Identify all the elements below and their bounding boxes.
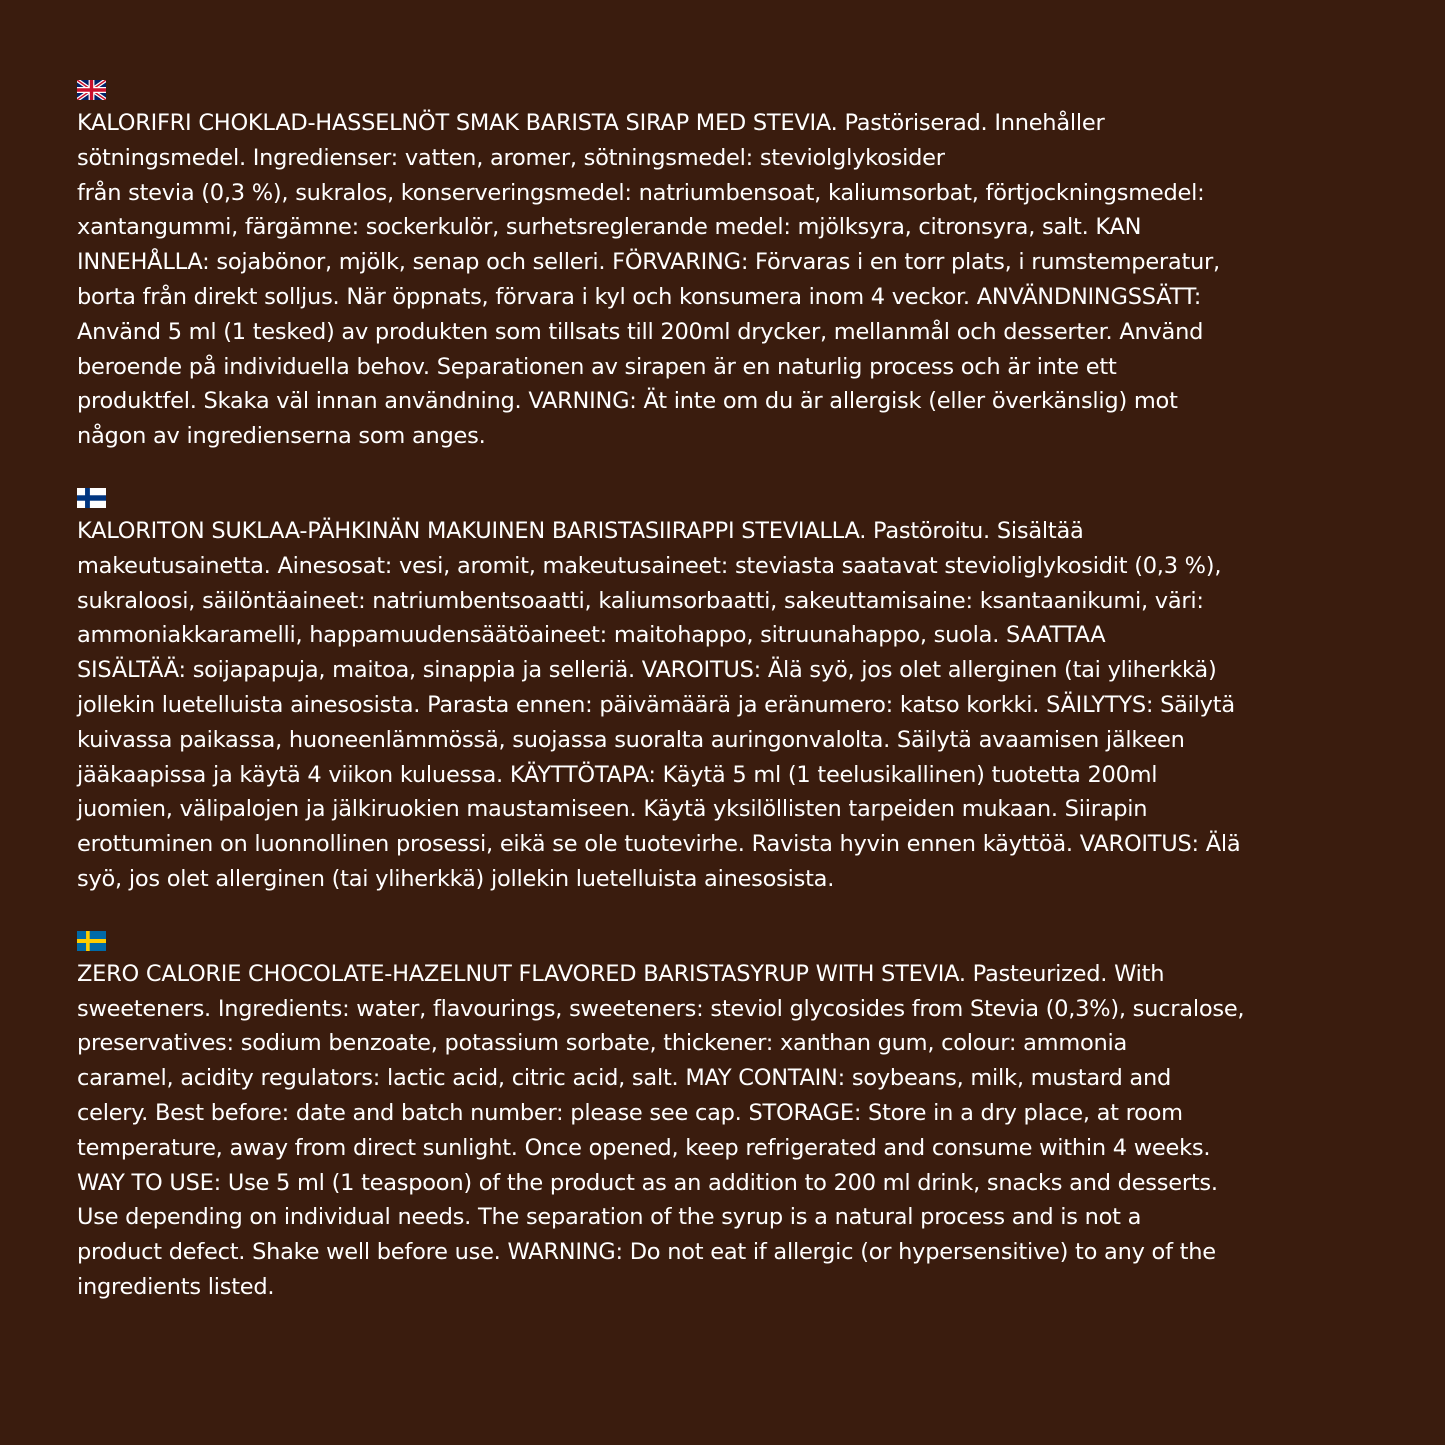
sweden-flag-icon	[77, 931, 106, 951]
swedish-label-text: KALORIFRI CHOKLAD-HASSELNÖT SMAK BARISTA SIRAP MED STEVIA. Pastöriserad. Innehåller sötningsmedel. Ingredienser: vatten, aromer, sötningsmedel: steviolglykosider från stevia (0,3 %), sukralos, konserveringsmedel: natriumbensoat, kaliumsorbat, förtjockningsmedel: xantangummi, färgämne: sockerkulör, surhetsreglerande medel: mjölksyra, citronsyra, salt. KAN INNEHÅLLA: sojabönor, mjölk, senap och selleri. FÖRVARING: Förvaras i en torr plats, i rumstemperatur, borta från direkt solljus. När öppnats, förvara i kyl och konsumera inom 4 veckor. ANVÄNDNINGSSÄTT: Använd 5 ml (1 tesked) av produkten som tillsats till 200ml drycker, mellanmål och desserter. Använd beroende på individuella behov. Separationen av sirapen är en naturlig process och är inte ett produktfel. Skaka väl innan användning. VARNING: Ät inte om du är allergisk (eller överkänslig) mot någon av ingredienserna som anges.	[77, 110, 1220, 450]
label-content	[77, 80, 1377, 1305]
section-english	[77, 931, 1377, 1305]
united-kingdom-flag-icon	[77, 80, 106, 100]
section-swedish	[77, 80, 1377, 454]
section-finnish	[77, 488, 1377, 897]
finland-flag-icon	[77, 488, 106, 508]
english-label-text: ZERO CALORIE CHOCOLATE-HAZELNUT FLAVORED BARISTASYRUP WITH STEVIA. Pasteurized. With sweeteners. Ingredients: water, flavourings, sweeteners: steviol glycosides from Stevia (0,3%), sucralose, preservatives: sodium benzoate, potassium sorbate, thickener: xanthan gum, colour: ammonia caramel, acidity regulators: lactic acid, citric acid, salt. MAY CONTAIN: soybeans, milk, mustard and celery. Best before: date and batch number: please see cap. STORAGE: Store in a dry place, at room temperature, away from direct sunlight. Once opened, keep refrigerated and consume within 4 weeks. WAY TO USE: Use 5 ml (1 teaspoon) of the product as an addition to 200 ml drink, snacks and desserts. Use depending on individual needs. The separation of the syrup is a natural process and is not a product defect. Shake well before use. WARNING: Do not eat if allergic (or hypersensitive) to any of the ingredients listed.	[77, 960, 1245, 1300]
finnish-label-text: KALORITON SUKLAA-PÄHKINÄN MAKUINEN BARISTASIIRAPPI STEVIALLA. Pastöroitu. Sisältää makeutusainetta. Ainesosat: vesi, aromit, makeutusaineet: steviasta saatavat stevioliglykosidit (0,3 %), sukraloosi, säilöntäaineet: natriumbentsoaatti, kaliumsorbaatti, sakeuttamisaine: ksantaanikumi, väri: ammoniakkaramelli, happamuudensäätöaineet: maitohappo, sitruunahappo, suola. SAATTAA SISÄLTÄÄ: soijapapuja, maitoa, sinappia ja selleriä. VAROITUS: Älä syö, jos olet allerginen (tai yliherkkä) jollekin luetelluista ainesosista. Parasta ennen: päivämäärä ja eränumero: katso korkki. SÄILYTYS: Säilytä kuivassa paikassa, huoneenlämmössä, suojassa suoralta auringonvalolta. Säilytä avaamisen jälkeen jääkaapissa ja käytä 4 viikon kuluessa. KÄYTTÖTAPA: Käytä 5 ml (1 teelusikallinen) tuotetta 200ml juomien, välipalojen ja jälkiruokien maustamiseen. Käytä yksilöllisten tarpeiden mukaan. Siirapin erottuminen on luonnollinen prosessi, eikä se ole tuotevirhe. Ravista hyvin ennen käyttöä. VAROITUS: Älä syö, jos olet allerginen (tai yliherkkä) jollekin luetelluista ainesosista.	[77, 517, 1241, 892]
